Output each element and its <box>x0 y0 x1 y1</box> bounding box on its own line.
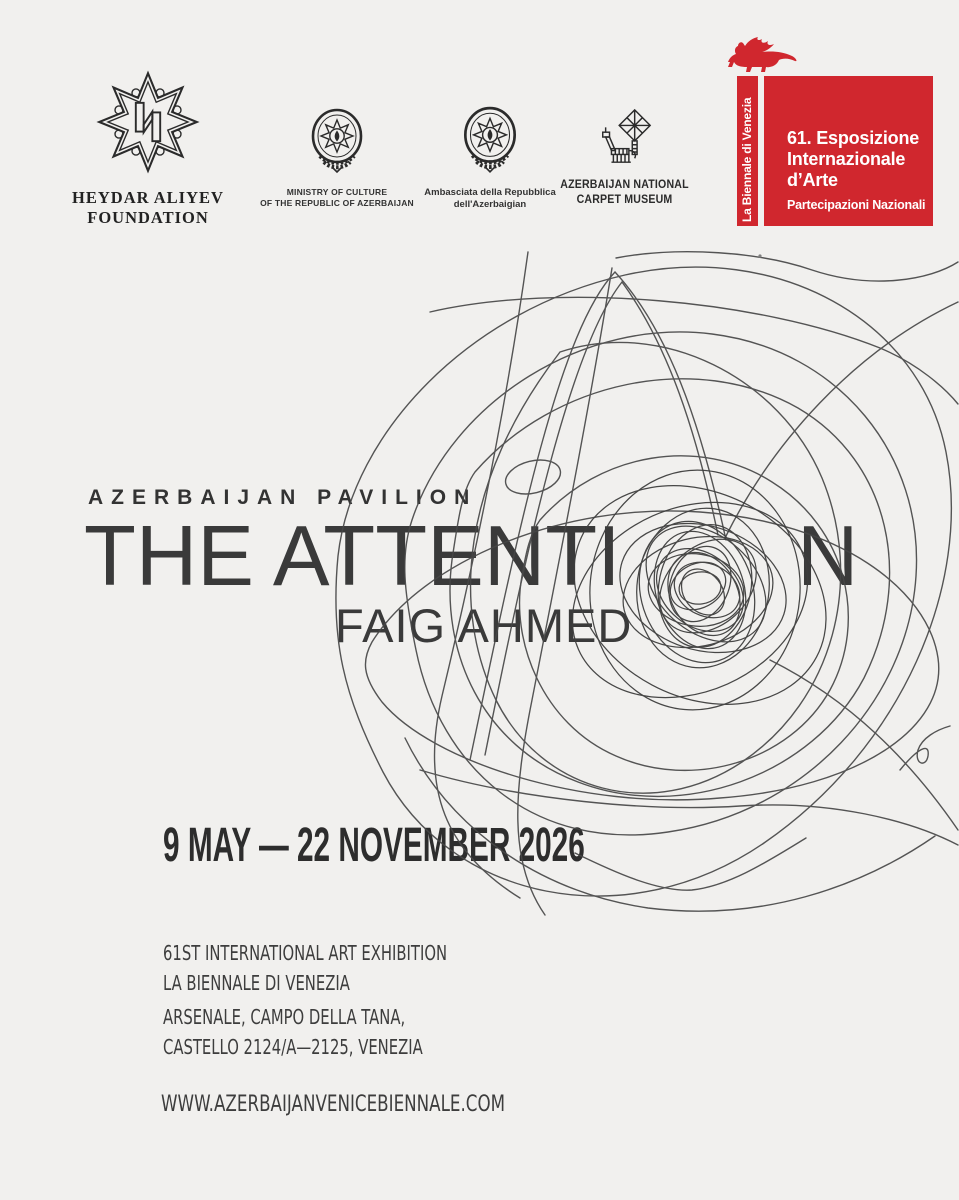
website-url: WWW.AZERBAIJANVENICEBIENNALE.COM <box>161 1092 506 1117</box>
carpet-label-line2: CARPET MUSEUM <box>576 193 673 206</box>
ministry-label-line2: OF THE REPUBLIC OF AZERBAIJAN <box>260 198 414 209</box>
biennale-vertical-text: La Biennale di Venezia <box>740 97 754 222</box>
biennale-subline: Partecipazioni Nazionali <box>787 198 926 212</box>
title-text-left: THE ATTENTI <box>84 509 621 604</box>
eight-point-star-icon <box>94 68 202 176</box>
lion-of-st-mark-icon <box>724 36 800 78</box>
exhibition-info: 61ST INTERNATIONAL ART EXHIBITION LA BIENNALE DI VENEZIA <box>163 941 448 995</box>
heydar-aliyev-foundation-logo <box>58 68 238 228</box>
artist-name: FAIG AHMED <box>335 599 633 652</box>
title-text-right: N <box>797 509 859 604</box>
ministry-of-culture-logo <box>252 106 422 210</box>
carpet-museum-logo <box>552 108 697 208</box>
exhibition-dates: 9 MAY — 22 NOVEMBER 2026 <box>163 819 585 872</box>
venue-info: ARSENALE, CAMPO DELLA TANA, CASTELLO 2124/A—2125, VENEZIA <box>163 1005 423 1059</box>
haf-label-line1: HEYDAR ALIYEV <box>72 188 224 207</box>
ministry-label-line1: MINISTRY OF CULTURE <box>286 187 388 197</box>
azerbaijan-emblem-icon <box>307 106 367 178</box>
carpet-label-line1: AZERBAIJAN NATIONAL <box>560 179 689 191</box>
embassy-label-line1: Ambasciata della Repubblica <box>424 187 556 198</box>
azerbaijan-emblem-icon <box>458 104 522 178</box>
haf-label-line2: FOUNDATION <box>87 208 209 228</box>
embassy-label-line2: dell'Azerbaigian <box>453 199 527 211</box>
carpet-horse-tree-icon <box>589 108 661 168</box>
biennale-edition-text: 61. Esposizione Internazionale d’Arte <box>787 128 920 190</box>
embassy-logo <box>405 104 575 212</box>
pavilion-kicker: AZERBAIJAN PAVILION <box>88 486 478 509</box>
